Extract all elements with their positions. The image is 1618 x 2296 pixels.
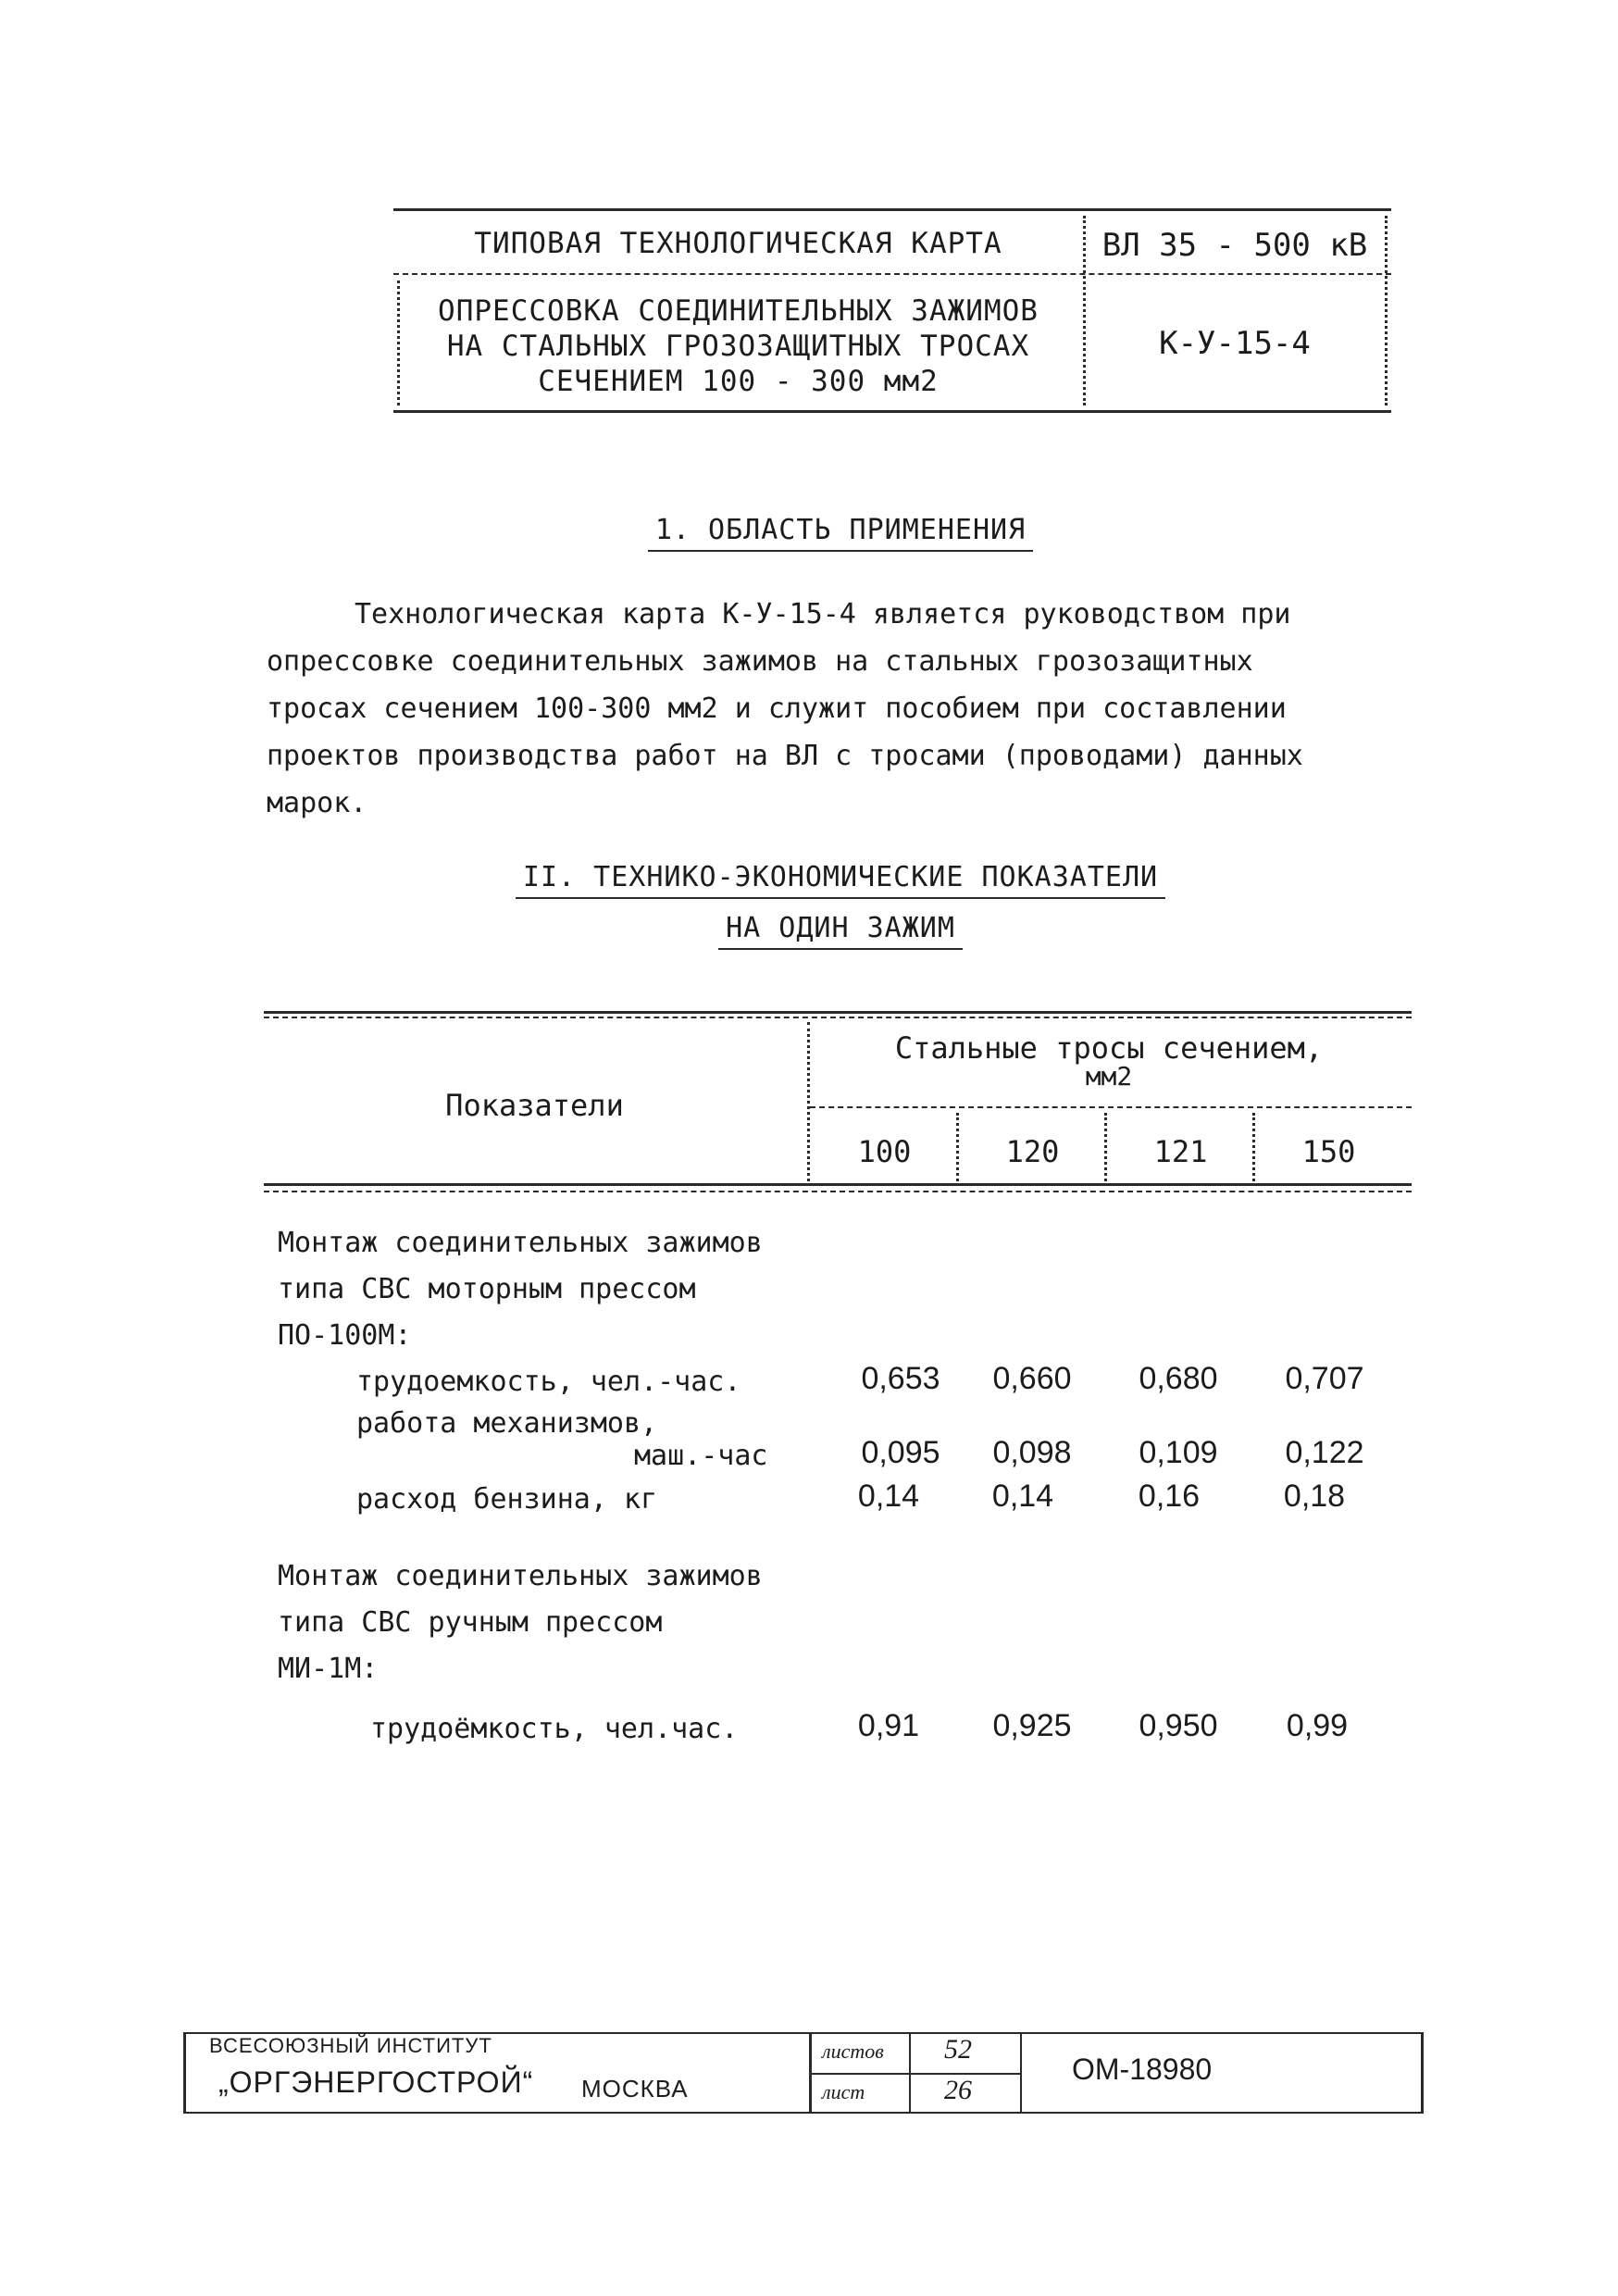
column-header-section: 121 (1153, 1134, 1208, 1169)
header-rule-top (393, 208, 1391, 211)
table-rule-bottom-dashed (264, 1191, 1412, 1192)
table-cell: 0,095 (861, 1435, 940, 1470)
header-right-border (1385, 216, 1388, 406)
group-title-line: Монтаж соединительных зажимов (278, 1560, 763, 1592)
table-cell: 0,925 (992, 1708, 1072, 1743)
table-cell: 0,99 (1286, 1708, 1349, 1743)
stamp-row-divider (809, 2073, 1020, 2075)
section1-paragraph (267, 591, 1414, 827)
header-subtitle-line: НА СТАЛЬНЫХ ГРОЗОЗАЩИТНЫХ ТРОСАХ (446, 330, 1030, 363)
organization-line1: ВСЕСОЮЗНЫЙ ИНСТИТУТ (209, 2034, 492, 2057)
header-voltage: ВЛ 35 - 500 кВ (1101, 227, 1368, 264)
sheets-value: 52 (944, 2034, 972, 2065)
group-title-line: типа СВС ручным прессом (278, 1606, 663, 1639)
sheets-label: листов (822, 2040, 884, 2063)
header-divider (1083, 216, 1086, 406)
group-title-line: Монтаж соединительных зажимов (278, 1227, 763, 1259)
document-code: ОМ-18980 (1072, 2053, 1213, 2086)
card-code: К-У-15-4 (1159, 325, 1311, 362)
paragraph-line: проектов производства работ на ВЛ с тросами (проводами) данных (267, 740, 1303, 772)
section1-heading-text: 1. ОБЛАСТЬ ПРИМЕНЕНИЯ (648, 514, 1033, 552)
table-cell: 0,653 (861, 1361, 940, 1396)
header-rule-bottom (393, 410, 1391, 413)
column-header-indicator: Показатели (445, 1088, 624, 1123)
sheet-value: 26 (944, 2075, 972, 2105)
row-label: трудоёмкость, чел.час. (370, 1713, 739, 1745)
row-label: работа механизмов, (356, 1407, 658, 1440)
group-title-line: типа СВС моторным прессом (278, 1273, 696, 1305)
table-cell: 0,707 (1285, 1361, 1364, 1396)
table-cell: 0,109 (1139, 1435, 1218, 1470)
paragraph-line: Технологическая карта К-У-15-4 является руководством при (355, 598, 1291, 630)
table-rule-top (264, 1011, 1412, 1014)
table-rule-subheader (810, 1106, 1412, 1108)
table-cell: 0,660 (992, 1361, 1072, 1396)
section1-heading (267, 514, 1414, 546)
column-group-unit: мм2 (1085, 1061, 1133, 1092)
table-divider (1252, 1113, 1255, 1181)
sheet-label: лист (822, 2080, 865, 2103)
organization-city: МОСКВА (581, 2075, 689, 2103)
row-label: расход бензина, кг (356, 1483, 658, 1516)
table-cell: 0,14 (991, 1479, 1054, 1514)
table-rule-bottom (264, 1183, 1412, 1186)
stamp-divider (1020, 2032, 1022, 2114)
group-title-line: МИ-1М: (278, 1653, 379, 1685)
header-subtitle-line: СЕЧЕНИЕМ 100 - 300 мм2 (538, 365, 939, 398)
table-rule-top-dashed (264, 1017, 1412, 1018)
column-group-header: Стальные тросы сечением, (894, 1030, 1324, 1066)
section2-subheading (267, 912, 1414, 944)
table-cell: 0,18 (1283, 1479, 1346, 1514)
table-cell: 0,122 (1285, 1435, 1364, 1470)
paragraph-line: опрессовке соединительных зажимов на стальных грозозащитных (267, 645, 1253, 678)
document-header (393, 208, 1391, 414)
row-label-unit: маш.-час (634, 1440, 768, 1472)
table-cell: 0,098 (992, 1435, 1072, 1470)
section2-heading (267, 861, 1414, 893)
column-header-section: 150 (1301, 1134, 1356, 1169)
section2-heading-line1: II. ТЕХНИКО-ЭКОНОМИЧЕСКИЕ ПОКАЗАТЕЛИ (516, 861, 1165, 899)
title-block-stamp (183, 2032, 1424, 2114)
table-divider (807, 1022, 810, 1181)
header-rule-middle (393, 273, 1391, 275)
table-cell: 0,950 (1139, 1708, 1218, 1743)
section2-heading-line2: НА ОДИН ЗАЖИМ (718, 912, 963, 950)
paragraph-line: тросах сечением 100-300 мм2 и служит пособием при составлении (267, 693, 1287, 725)
paragraph-line: марок. (267, 787, 367, 819)
header-subtitle-line: ОПРЕССОВКА СОЕДИНИТЕЛЬНЫХ ЗАЖИМОВ (438, 294, 1039, 328)
table-cell: 0,680 (1139, 1361, 1218, 1396)
row-label: трудоемкость, чел.-час. (356, 1366, 741, 1398)
table-divider (956, 1113, 959, 1181)
column-header-section: 100 (857, 1134, 912, 1169)
table-cell: 0,16 (1138, 1479, 1201, 1514)
header-subtitle (393, 293, 1083, 399)
table-cell: 0,14 (857, 1479, 920, 1514)
table-cell: 0,91 (857, 1708, 920, 1743)
group-title-line: ПО-100М: (278, 1319, 412, 1352)
table-divider (1104, 1113, 1107, 1181)
column-header-section: 120 (1005, 1134, 1060, 1169)
header-title: ТИПОВАЯ ТЕХНОЛОГИЧЕСКАЯ КАРТА (474, 227, 1002, 260)
organization-name: „ОРГЭНЕРГОСТРОЙ“ (218, 2065, 534, 2099)
